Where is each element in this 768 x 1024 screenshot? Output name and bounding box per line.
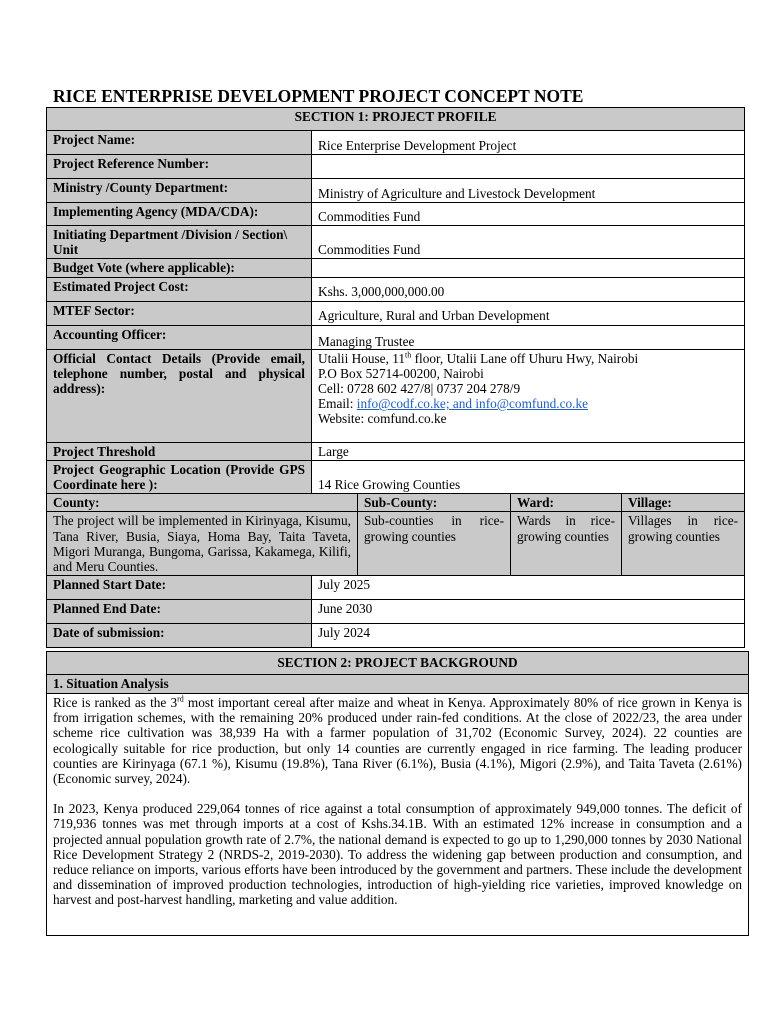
end-date-value: June 2030 <box>312 600 745 624</box>
location-headers-row <box>47 494 745 512</box>
situation-analysis-body <box>47 694 749 936</box>
ministry-value: Ministry of Agriculture and Livestock Development <box>312 179 745 203</box>
postal-address: P.O Box 52714-00200, Nairobi <box>318 365 484 381</box>
ministry-label: Ministry /County Department: <box>47 179 312 203</box>
project-name-label: Project Name: <box>47 131 312 155</box>
start-date-value: July 2025 <box>312 576 745 600</box>
location-label: Project Geographic Location (Provide GPS Coordinate here ): <box>47 460 312 493</box>
threshold-label: Project Threshold <box>47 442 312 460</box>
estimated-cost-value: Kshs. 3,000,000,000.00 <box>312 277 745 301</box>
contact-row <box>47 349 745 442</box>
initiating-department-label: Initiating Department /Division / Section\ Unit <box>47 226 312 259</box>
threshold-value: Large <box>312 442 745 460</box>
accounting-officer-value: Managing Trustee <box>312 325 745 349</box>
subcounty-value: Sub-counties in rice-growing counties <box>358 512 511 576</box>
section2-heading: SECTION 2: PROJECT BACKGROUND <box>47 652 749 675</box>
section1-heading: SECTION 1: PROJECT PROFILE <box>47 108 745 131</box>
location-value: 14 Rice Growing Counties <box>312 460 745 493</box>
profile-row <box>47 131 745 155</box>
paragraph: In 2023, Kenya produced 229,064 tonnes of rice against a total consumption of approximately 949,000 tonnes. The deficit of 719,936 tonnes was met through imports at a cost of Kshs.34.1B. With an estimated 12% increase in consumption and a projected annual population growth rate of 2.7%, the national demand is expected to go up to 1,290,000 tonnes by 2030 National Rice Development Strategy 2 (NRDS-2, 2019-2030). To address the widening gap between production and consumption, and reduce reliance on imports, various efforts have been introduced by the government and partners. These include the development and dissemination of improved production technologies, introduction of high-yielding rice varieties, improved knowledge on harvest and post-harvest handling, marketing and value addition. <box>53 801 742 908</box>
profile-row <box>47 179 745 203</box>
profile-row <box>47 301 745 325</box>
threshold-row <box>47 442 745 460</box>
village-header: Village: <box>622 494 745 512</box>
ward-value: Wards in rice-growing counties <box>511 512 622 576</box>
email-line: Email: info@codf.co.ke; and info@comfund.co.ke <box>318 396 589 412</box>
county-header: County: <box>47 494 358 512</box>
project-name-value: Rice Enterprise Development Project <box>312 131 745 155</box>
physical-address: Utalii House, 11th floor, Utalii Lane off Uhuru Hwy, Nairobi <box>318 350 639 366</box>
start-date-label: Planned Start Date: <box>47 576 312 600</box>
document-title: RICE ENTERPRISE DEVELOPMENT PROJECT CONCEPT NOTE <box>53 86 584 106</box>
profile-row <box>47 203 745 226</box>
accounting-officer-label: Accounting Officer: <box>47 325 312 349</box>
date-row <box>47 576 745 600</box>
implementing-agency-label: Implementing Agency (MDA/CDA): <box>47 203 312 226</box>
date-row <box>47 624 745 648</box>
location-values-row <box>47 512 745 576</box>
estimated-cost-label: Estimated Project Cost: <box>47 277 312 301</box>
email-link[interactable]: info@codf.co.ke; and info@comfund.co.ke <box>356 396 589 412</box>
website-line: Website: comfund.co.ke <box>318 411 447 427</box>
contact-details-value <box>312 349 745 442</box>
profile-row <box>47 155 745 179</box>
location-row <box>47 460 745 493</box>
profile-row <box>47 277 745 301</box>
ward-header: Ward: <box>511 494 622 512</box>
mtef-sector-label: MTEF Sector: <box>47 301 312 325</box>
reference-number-value <box>312 155 745 179</box>
submission-date-label: Date of submission: <box>47 624 312 648</box>
profile-row <box>47 259 745 277</box>
profile-row <box>47 226 745 259</box>
county-value: The project will be implemented in Kirinyaga, Kisumu, Tana River, Busia, Siaya, Homa Bay, Taita Taveta, Migori Muranga, Bungoma, Garissa, Kakamega, Kilifi, and Meru Counties. <box>47 512 358 576</box>
project-background-table <box>46 651 749 936</box>
profile-row <box>47 325 745 349</box>
situation-analysis-heading: 1. Situation Analysis <box>47 675 749 694</box>
mtef-sector-value: Agriculture, Rural and Urban Development <box>312 301 745 325</box>
contact-details-label: Official Contact Details (Provide email, telephone number, postal and physical address): <box>47 349 312 442</box>
cell-numbers: Cell: 0728 602 427/8| 0737 204 278/9 <box>318 381 521 397</box>
reference-number-label: Project Reference Number: <box>47 155 312 179</box>
submission-date-value: July 2024 <box>312 624 745 648</box>
end-date-label: Planned End Date: <box>47 600 312 624</box>
implementing-agency-value: Commodities Fund <box>312 203 745 226</box>
project-profile-table <box>46 107 745 648</box>
paragraph: Rice is ranked as the 3rd most important cereal after maize and wheat in Kenya. Approximately 80% of rice grown in Kenya is from irrigation schemes, with the remaining 20% produced under rain-fed conditions. At the close of 2022/23, the area under scheme rice cultivation was 38,939 Ha with a farmer population of 31,702 (Economic Survey, 2024). 22 counties are ecologically suitable for rice production, but only 14 counties are currently engaged in rice farming. The leading producer counties are Kirinyaga (67.1 %), Kisumu (19.8%), Tana River (6.1%), Busia (4.1%), Migori (2.9%), and Taita Taveta (2.61%) (Economic survey, 2024). <box>53 694 742 787</box>
initiating-department-value: Commodities Fund <box>312 226 745 259</box>
budget-vote-value <box>312 259 745 277</box>
subcounty-header: Sub-County: <box>358 494 511 512</box>
budget-vote-label: Budget Vote (where applicable): <box>47 259 312 277</box>
village-value: Villages in rice-growing counties <box>622 512 745 576</box>
date-row <box>47 600 745 624</box>
